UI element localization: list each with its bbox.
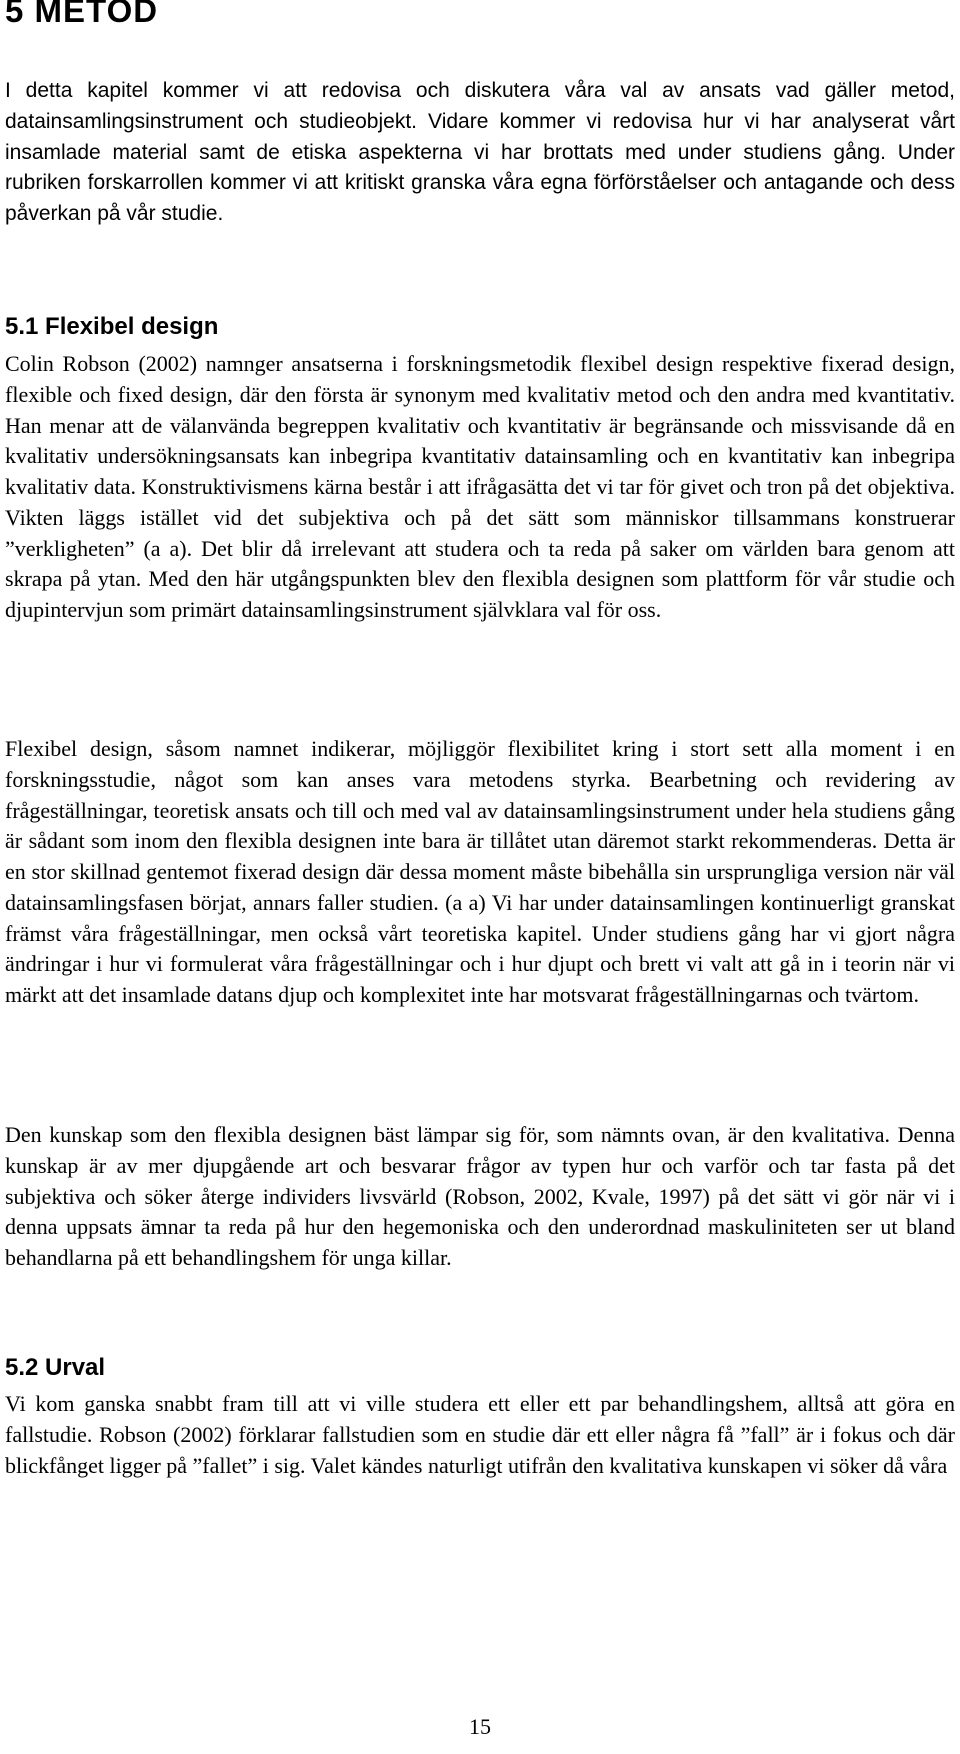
section-5-2-paragraph-1: Vi kom ganska snabbt fram till att vi ville studera ett eller ett par behandlingshem, alltså att göra en fallstudie. Robson (2002) förklarar fallstudien som en studie där ett eller några få ”fall” är i fokus och där blickfånget ligger på ”fallet” i sig. Valet kändes naturligt utifrån den kvalitativa kunskapen vi söker då våra: [5, 1391, 955, 1478]
section-heading-5-1: 5.1 Flexibel design: [5, 313, 219, 340]
page-number: 15: [469, 1714, 491, 1739]
section-5-1-paragraph-2: Flexibel design, såsom namnet indikerar, möjliggör flexibilitet kring i stort sett alla moment i en forskningsstudie, något som kan anses vara metodens styrka. Bearbetning och revidering av frågeställningar, teoretisk ansats och till och med val av datainsamlingsinstrument under hela studiens gång är sådant som inom den flexibla designen inte bara är tillåtet utan däremot starkt rekommenderas. Detta är en stor skillnad gentemot fixerad design där dessa moment måste bibehålla sin ursprungliga version när väl datainsamlingsfasen börjat, annars faller studien. (a a) Vi har under datainsamlingen kontinuerligt granskat främst våra frågeställningar, men också vårt teoretiska kapitel. Under studiens gång har vi gjort några ändringar i hur vi formulerat våra frågeställningar och i hur djupt och brett vi valt att gå in i teorin när vi märkt att det insamlade datans djup och komplexitet inte har motsvarat frågeställningarnas och tvärtom.: [5, 736, 955, 1007]
section-5-1-paragraph-1: Colin Robson (2002) namnger ansatserna i forskningsmetodik flexibel design respektive fixerad design, flexible och fixed design, där den första är synonym med kvalitativ metod och den andra med kvantitativ. Han menar att de välanvända begreppen kvalitativ och kvantitativ är begränsande och missvisande då en kvalitativ undersökningsansats kan inbegripa kvantitativ datainsamling och en kvantitativ kan inbegripa kvalitativ data. Konstruktivismens kärna består i att ifrågasätta det vi tar för givet och tron på det objektiva. Vikten läggs istället vid det subjektiva och på det sätt som människor tillsammans konstruerar ”verkligheten” (a a). Det blir då irrelevant att studera och ta reda på saker om världen bara genom att skrapa på ytan. Med den här utgångspunkten blev den flexibla designen som plattform för vår studie och djupintervjun som primärt datainsamlingsinstrument självklara val för oss.: [5, 351, 955, 622]
section-heading-5-2: 5.2 Urval: [5, 1354, 106, 1381]
chapter-heading: 5 METOD: [5, 0, 159, 29]
section-5-1-paragraph-3: Den kunskap som den flexibla designen bäst lämpar sig för, som nämnts ovan, är den kvalitativa. Denna kunskap är av mer djupgående art och besvarar frågor av typen hur och varför och tar fasta på det subjektiva och söker återge individers livsvärld (Robson, 2002, Kvale, 1997) på det sätt vi gör när vi i denna uppsats ämnar ta reda på hur den hegemoniska och den underordnad maskuliniteten ser ut bland behandlarna på ett behandlingshem för unga killar.: [5, 1122, 955, 1270]
intro-paragraph: I detta kapitel kommer vi att redovisa och diskutera våra val av ansats vad gäller metod, datainsamlingsinstrument och studieobjekt. Vidare kommer vi redovisa hur vi har analyserat vårt insamlade material samt de etiska aspekterna vi har brottats med under studiens gång. Under rubriken forskarrollen kommer vi att kritiskt granska våra egna förförståelser och antagande och dess påverkan på vår studie.: [5, 79, 955, 225]
